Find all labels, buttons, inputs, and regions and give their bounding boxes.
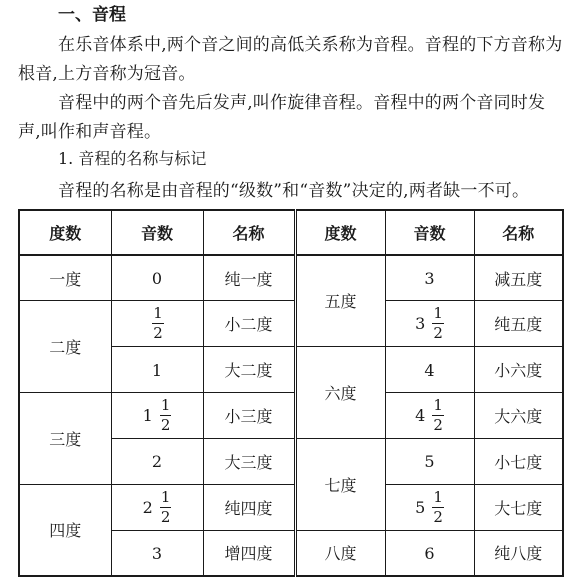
semitone-whole: 2 [151, 452, 163, 472]
semitone-cell [111, 301, 203, 347]
degree-cell: 六度 [295, 347, 385, 439]
paragraph-interval-types: 音程中的两个音先后发声,叫作旋律音程。音程中的两个音同时发声,叫作和声音程。 [18, 93, 546, 142]
semitone-whole: 3 [151, 543, 163, 563]
interval-name-cell: 纯一度 [203, 255, 295, 301]
fraction-numerator: 1 [433, 395, 443, 414]
semitone-cell [111, 392, 203, 438]
table-row [19, 392, 563, 438]
interval-name-cell: 小二度 [203, 301, 295, 347]
fraction-numerator: 1 [433, 487, 443, 506]
interval-name-cell: 小六度 [474, 347, 563, 393]
table-header-row [19, 210, 563, 255]
fraction-numerator: 1 [153, 304, 163, 323]
degree-cell: 四度 [19, 484, 111, 576]
fraction-denominator: 2 [160, 507, 171, 526]
semitone-whole: 0 [151, 269, 163, 289]
table-header-degree: 度数 [19, 210, 111, 255]
fraction-denominator: 2 [433, 507, 443, 526]
semitone-fraction [432, 306, 444, 341]
semitone-cell [385, 301, 474, 347]
fraction-numerator: 1 [433, 304, 443, 323]
interval-name-cell: 减五度 [474, 255, 563, 301]
semitone-whole: 2 [142, 497, 153, 517]
semitone-fraction [160, 395, 172, 434]
degree-cell: 三度 [19, 392, 111, 484]
semitone-cell [111, 255, 203, 301]
semitone-whole: 3 [424, 269, 435, 289]
interval-table [18, 209, 564, 577]
semitone-cell [111, 347, 203, 393]
table-header-degree: 度数 [295, 210, 385, 255]
semitone-cell [111, 484, 203, 530]
paragraph-interval-definition: 在乐音体系中,两个音之间的高低关系称为音程。音程的下方音称为根音,上方音称为冠音。 [18, 35, 563, 84]
degree-cell: 七度 [295, 438, 385, 530]
interval-name-cell: 小三度 [203, 392, 295, 438]
fraction-denominator: 2 [433, 415, 443, 434]
fraction-denominator: 2 [160, 415, 171, 434]
subheading: 1. 音程的名称与标记 [58, 149, 207, 168]
interval-name-cell: 纯四度 [203, 484, 295, 530]
semitone-fraction [432, 487, 444, 526]
degree-cell: 一度 [19, 255, 111, 301]
interval-name-cell: 大七度 [474, 484, 563, 530]
semitone-whole: 4 [415, 405, 426, 425]
interval-name-cell: 小七度 [474, 438, 563, 484]
semitone-cell [385, 392, 474, 438]
table-row [19, 255, 563, 301]
semitone-whole: 3 [415, 314, 426, 334]
interval-name-cell: 大六度 [474, 392, 563, 438]
degree-cell: 二度 [19, 301, 111, 393]
section-heading: 一、音程 [58, 5, 126, 25]
table-header-name: 名称 [203, 210, 295, 255]
semitone-whole: 4 [424, 360, 435, 380]
table-row [19, 301, 563, 347]
semitone-cell [385, 530, 474, 576]
degree-cell: 五度 [295, 255, 385, 347]
interval-name-cell: 大二度 [203, 347, 295, 393]
semitone-cell [111, 530, 203, 576]
fraction-numerator: 1 [160, 395, 171, 414]
interval-name-cell: 纯八度 [474, 530, 563, 576]
semitone-cell [385, 484, 474, 530]
semitone-cell [385, 255, 474, 301]
table-header-name: 名称 [474, 210, 563, 255]
semitone-whole: 6 [424, 543, 435, 563]
semitone-cell [385, 347, 474, 393]
fraction-denominator: 2 [153, 324, 163, 343]
interval-name-cell: 纯五度 [474, 301, 563, 347]
paragraph-interval-naming: 音程的名称是由音程的“级数”和“音数”决定的,两者缺一不可。 [58, 181, 530, 201]
semitone-fraction [152, 306, 164, 341]
semitone-whole: 1 [142, 405, 153, 425]
table-header-semitones: 音数 [385, 210, 474, 255]
interval-name-cell: 增四度 [203, 530, 295, 576]
semitone-whole: 1 [151, 360, 163, 380]
fraction-numerator: 1 [160, 487, 171, 506]
semitone-fraction [160, 487, 172, 526]
semitone-fraction [432, 395, 444, 434]
semitone-whole: 5 [424, 452, 435, 472]
semitone-cell [385, 438, 474, 484]
degree-cell: 八度 [295, 530, 385, 576]
fraction-denominator: 2 [433, 324, 443, 343]
table-row [19, 484, 563, 530]
interval-name-cell: 大三度 [203, 438, 295, 484]
semitone-whole: 5 [415, 497, 426, 517]
table-header-semitones: 音数 [111, 210, 203, 255]
semitone-cell [111, 438, 203, 484]
